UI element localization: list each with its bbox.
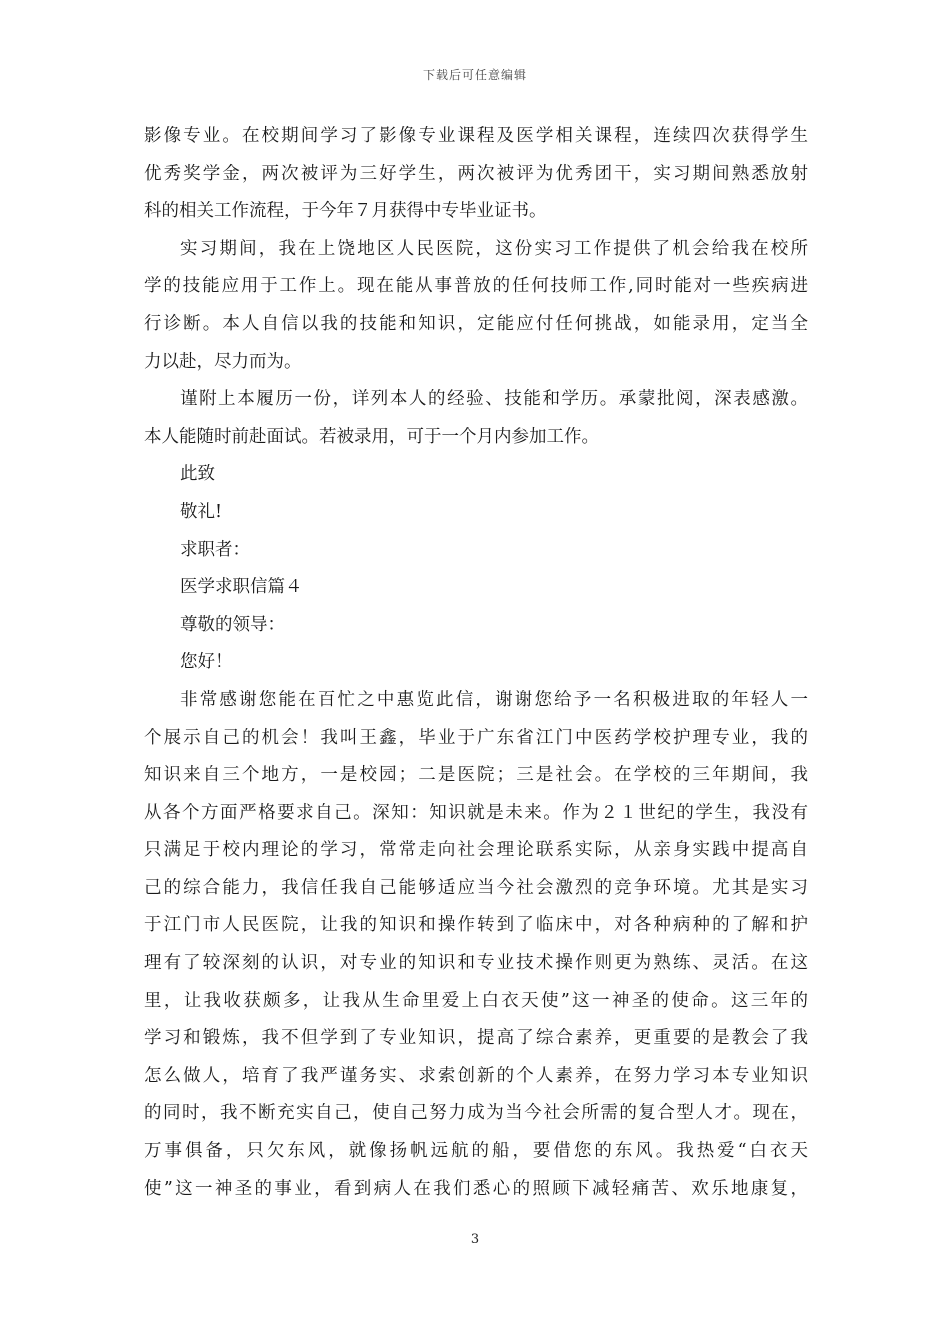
section-title: 医学求职信篇４: [180, 577, 303, 598]
text-line: 优秀奖学金，两次被评为三好学生，两次被评为优秀团干，实习期间熟悉放射: [144, 163, 808, 184]
text-line: 学的技能应用于工作上。现在能从事普放的任何技师工作,同时能对一些疾病进: [144, 276, 808, 297]
text-line: 使”这一神圣的事业，看到病人在我们悉心的照顾下减轻痛苦、欢乐地康复，: [144, 1178, 808, 1199]
text-line: 的同时，我不断充实自己，使自己努力成为当今社会所需的复合型人才。现在，: [144, 1103, 808, 1124]
text-line: 怎么做人，培育了我严谨务实、求索创新的个人素养，在努力学习本专业知识: [144, 1065, 808, 1086]
text-line: 科的相关工作流程，于今年７月获得中专毕业证书。: [144, 201, 547, 222]
text-line: 于江门市人民医院，让我的知识和操作转到了临床中，对各种病种的了解和护: [144, 915, 808, 936]
text-line: 非常感谢您能在百忙之中惠览此信，谢谢您给予一名积极进取的年轻人一: [180, 689, 808, 710]
text-line: 力以赴，尽力而为。: [144, 351, 302, 372]
text-line: 从各个方面严格要求自己。深知：知识就是未来。作为２１世纪的学生，我没有: [144, 802, 808, 823]
text-line: 己的综合能力，我信任我自己能够适应当今社会激烈的竞争环境。尤其是实习: [144, 877, 808, 898]
page-number: 3: [470, 1232, 480, 1247]
text-line: 只满足于校内理论的学习，常常走向社会理论联系实际，从亲身实践中提高自: [144, 840, 808, 861]
text-line: 谨附上本履历一份，详列本人的经验、技能和学历。承蒙批阅，深表感激。: [180, 389, 808, 410]
text-line: 里，让我收获颇多，让我从生命里爱上白衣天使”这一神圣的使命。这三年的: [144, 990, 808, 1011]
text-line: 行诊断。本人自信以我的技能和知识，定能应付任何挑战，如能录用，定当全: [144, 313, 808, 334]
text-line: 本人能随时前赴面试。若被录用，可于一个月内参加工作。: [144, 426, 599, 447]
text-line: 实习期间，我在上饶地区人民医院，这份实习工作提供了机会给我在校所: [180, 238, 808, 259]
greeting-recipient: 尊敬的领导：: [180, 614, 285, 635]
text-line: 理有了较深刻的认识，对专业的知识和专业技术操作则更为熟练、灵活。在这: [144, 953, 808, 974]
greeting-hello: 您好！: [180, 652, 233, 673]
text-line: 个展示自己的机会！我叫王鑫，毕业于广东省江门中医药学校护理专业，我的: [144, 727, 808, 748]
text-line: 影像专业。在校期间学习了影像专业课程及医学相关课程，连续四次获得学生: [144, 126, 808, 146]
text-line: 学习和锻炼，我不但学到了专业知识，提高了综合素养，更重要的是教会了我: [144, 1028, 808, 1049]
signature-label: 求职者：: [180, 539, 250, 560]
document-body: [144, 118, 808, 1208]
text-line: 万事俱备，只欠东风，就像扬帆远航的船，要借您的东风。我热爱“白衣天: [144, 1141, 808, 1162]
page-header: 下载后可任意编辑: [422, 68, 527, 82]
closing-regards: 敬礼!: [180, 501, 223, 522]
text-line: 知识来自三个地方，一是校园；二是医院；三是社会。在学校的三年期间，我: [144, 765, 808, 786]
closing-salutation: 此致: [180, 464, 215, 485]
